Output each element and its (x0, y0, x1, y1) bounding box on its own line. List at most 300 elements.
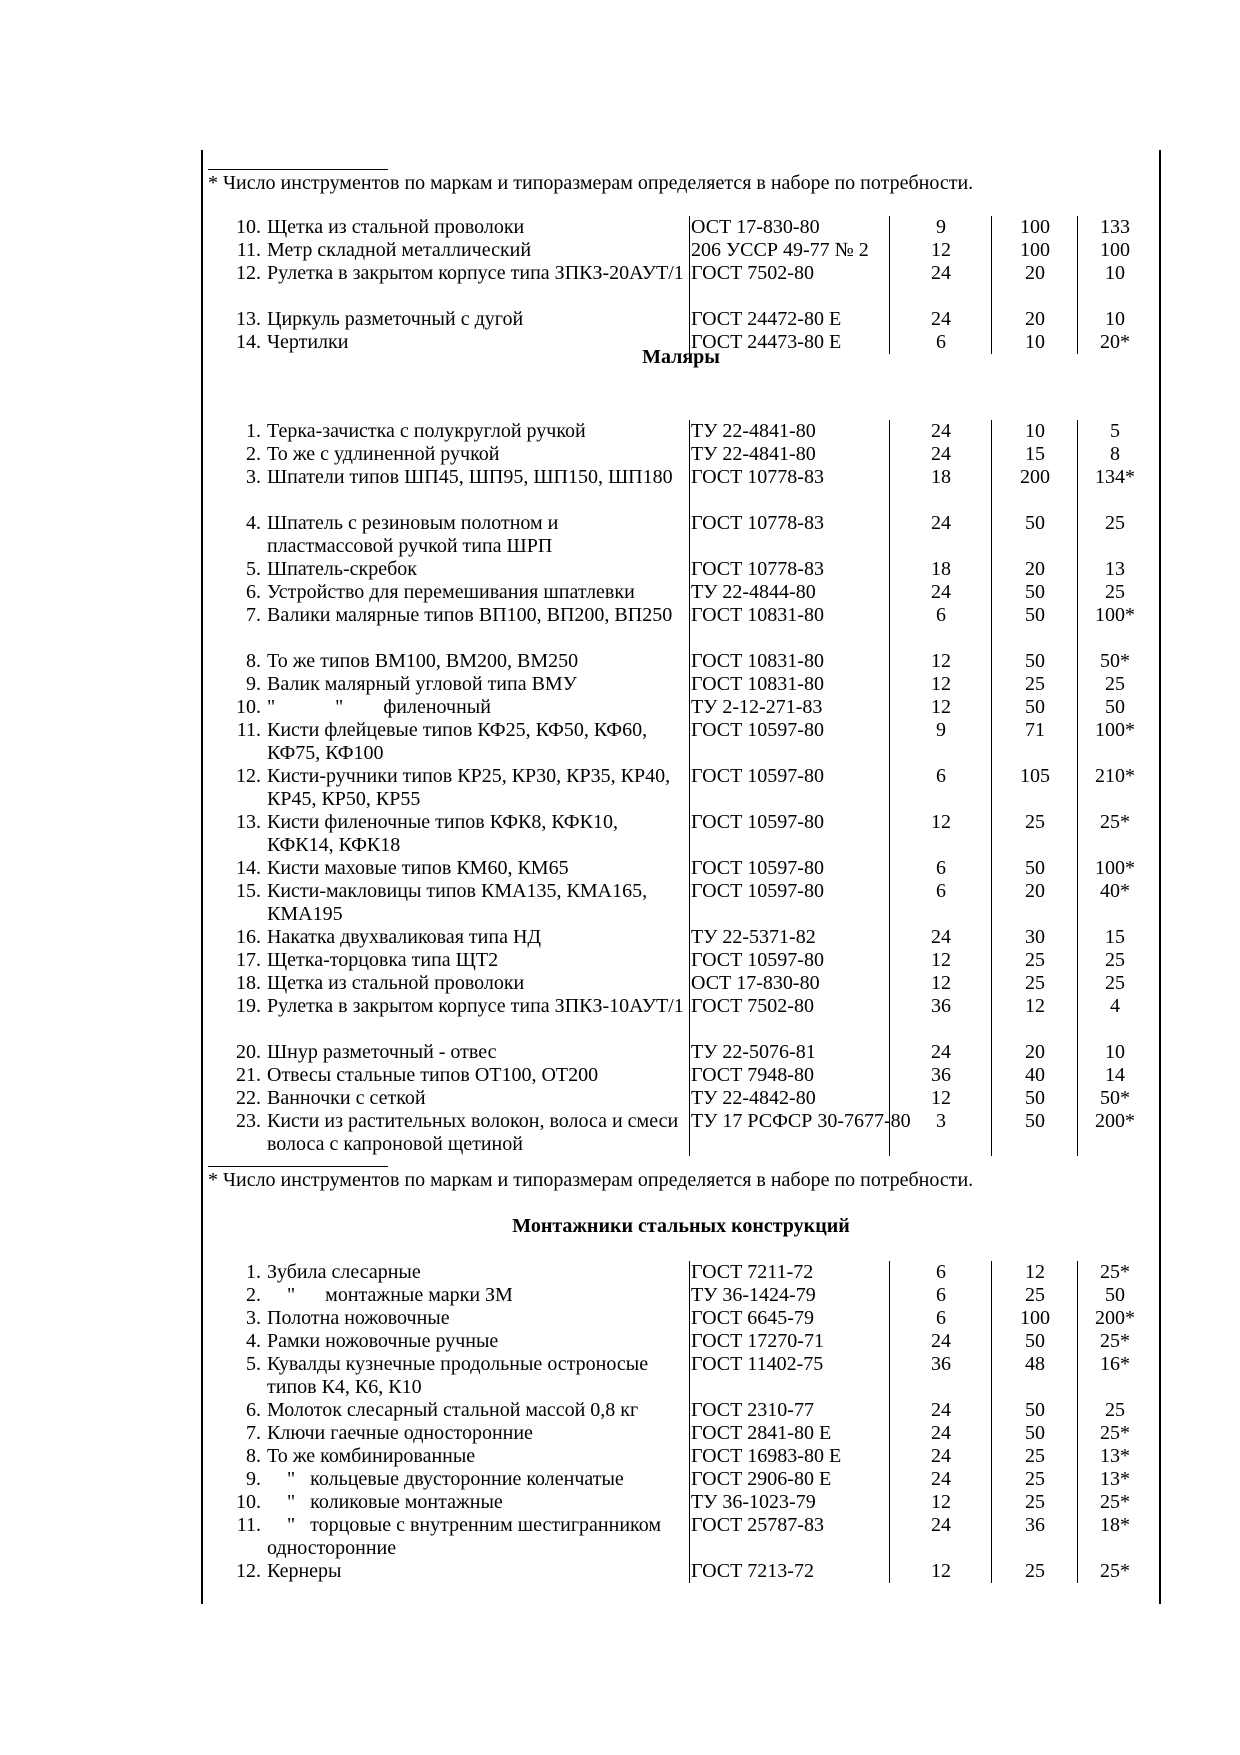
tool-name: То же типов ВМ100, ВМ200, ВМ250 (267, 650, 579, 672)
row-number: 15. (236, 880, 261, 902)
standard-code: ГОСТ 10831-80 (691, 604, 824, 626)
standard-code: ГОСТ 11402-75 (691, 1353, 824, 1375)
footnote-middle: * Число инструментов по маркам и типоразмерам определяется в наборе по потребности. (208, 1169, 974, 1191)
tool-name: Кисти флейцевые типов КФ25, КФ50, КФ60, КФ75, КФ100 (267, 719, 653, 764)
column-divider (689, 216, 690, 354)
value-3: 20* (1100, 331, 1130, 353)
row-number: 7. (246, 604, 261, 626)
value-2: 25 (1025, 949, 1045, 971)
column-divider (889, 1261, 890, 1583)
row-number: 18. (236, 972, 261, 994)
tool-name: Накатка двухваликовая типа НД (267, 926, 542, 948)
value-1: 6 (936, 1307, 946, 1329)
standard-code: ГОСТ 7211-72 (691, 1261, 814, 1283)
value-3: 25* (1100, 1261, 1130, 1283)
value-3: 5 (1110, 420, 1120, 442)
value-3: 100* (1095, 719, 1135, 741)
row-number: 3. (246, 466, 261, 488)
value-1: 3 (936, 1110, 946, 1132)
value-3: 8 (1110, 443, 1120, 465)
value-2: 25 (1025, 1445, 1045, 1467)
value-1: 24 (931, 1399, 951, 1421)
table-row (203, 719, 1159, 765)
column-divider (1077, 1261, 1078, 1583)
value-2: 20 (1025, 558, 1045, 580)
table-row (203, 880, 1159, 926)
value-1: 18 (931, 466, 951, 488)
row-number: 20. (236, 1041, 261, 1063)
section-heading-painters: Маляры (642, 346, 720, 368)
value-3: 25 (1105, 512, 1125, 534)
table-row (203, 926, 1159, 949)
standard-code: ГОСТ 10597-80 (691, 719, 824, 741)
value-3: 25 (1105, 972, 1125, 994)
table-row (203, 765, 1159, 811)
value-2: 25 (1025, 811, 1045, 833)
page-frame (201, 150, 1161, 1604)
standard-code: ГОСТ 24472-80 Е (691, 308, 842, 330)
row-number: 14. (236, 331, 261, 353)
value-2: 100 (1020, 1307, 1050, 1329)
row-number: 7. (246, 1422, 261, 1444)
value-2: 48 (1025, 1353, 1045, 1375)
table-row (203, 604, 1159, 650)
table-row (203, 1514, 1159, 1560)
value-3: 100* (1095, 604, 1135, 626)
standard-code: ГОСТ 10778-83 (691, 558, 824, 580)
section-heading-steel-installers: Монтажники стальных конструкций (512, 1215, 850, 1237)
value-2: 36 (1025, 1514, 1045, 1536)
table-row (203, 1087, 1159, 1110)
column-divider (991, 1261, 992, 1583)
standard-code: ГОСТ 10597-80 (691, 857, 824, 879)
value-1: 18 (931, 558, 951, 580)
tool-name: Отвесы стальные типов ОТ100, ОТ200 (267, 1064, 599, 1086)
value-3: 50 (1105, 1284, 1125, 1306)
standard-code: ГОСТ 2310-77 (691, 1399, 814, 1421)
value-2: 20 (1025, 308, 1045, 330)
value-2: 50 (1025, 696, 1045, 718)
column-divider (889, 216, 890, 354)
value-2: 50 (1025, 1087, 1045, 1109)
row-number: 5. (246, 1353, 261, 1375)
row-number: 13. (236, 308, 261, 330)
value-1: 24 (931, 262, 951, 284)
value-2: 20 (1025, 262, 1045, 284)
value-3: 16* (1100, 1353, 1130, 1375)
column-divider (689, 1261, 690, 1583)
value-3: 200* (1095, 1307, 1135, 1329)
standard-code: ГОСТ 7213-72 (691, 1560, 814, 1582)
value-1: 6 (936, 331, 946, 353)
value-2: 105 (1020, 765, 1050, 787)
tools-table-a (203, 216, 1159, 354)
tools-table-steel-installers (203, 1261, 1159, 1583)
tool-name: Щетка из стальной проволоки (267, 216, 525, 238)
value-1: 12 (931, 811, 951, 833)
table-row (203, 650, 1159, 673)
row-number: 10. (236, 1491, 261, 1513)
standard-code: ГОСТ 2906-80 Е (691, 1468, 832, 1490)
standard-code: ТУ 36-1424-79 (691, 1284, 816, 1306)
tool-name: " монтажные марки ЗМ (267, 1284, 513, 1306)
table-row (203, 466, 1159, 512)
row-number: 21. (236, 1064, 261, 1086)
value-3: 25* (1100, 1491, 1130, 1513)
standard-code: ТУ 22-4842-80 (691, 1087, 816, 1109)
value-2: 20 (1025, 880, 1045, 902)
standard-code: ТУ 17 РСФСР 30-7677-80 (691, 1110, 911, 1132)
tool-name: Кисти маховые типов КМ60, КМ65 (267, 857, 569, 879)
value-2: 50 (1025, 604, 1045, 626)
standard-code: ГОСТ 10597-80 (691, 765, 824, 787)
tool-name: Рамки ножовочные ручные (267, 1330, 499, 1352)
table-row (203, 308, 1159, 331)
value-3: 25 (1105, 1399, 1125, 1421)
table-row (203, 1491, 1159, 1514)
standard-code: ГОСТ 10597-80 (691, 811, 824, 833)
table-row (203, 239, 1159, 262)
tool-name: Ванночки с сеткой (267, 1087, 426, 1109)
row-number: 2. (246, 1284, 261, 1306)
standard-code: ГОСТ 7502-80 (691, 995, 814, 1017)
value-3: 210* (1095, 765, 1135, 787)
value-3: 25* (1100, 811, 1130, 833)
value-1: 12 (931, 972, 951, 994)
value-2: 50 (1025, 581, 1045, 603)
value-1: 12 (931, 1491, 951, 1513)
footnote-rule (208, 1166, 388, 1167)
value-2: 50 (1025, 650, 1045, 672)
row-number: 14. (236, 857, 261, 879)
tool-name: " кольцевые двусторонние коленчатые (267, 1468, 624, 1490)
value-1: 6 (936, 1284, 946, 1306)
value-1: 12 (931, 949, 951, 971)
table-row (203, 1307, 1159, 1330)
value-2: 40 (1025, 1064, 1045, 1086)
value-1: 24 (931, 443, 951, 465)
value-1: 24 (931, 1041, 951, 1063)
tool-name: Чертилки (267, 331, 349, 353)
column-divider (889, 420, 890, 1156)
value-1: 24 (931, 926, 951, 948)
value-2: 25 (1025, 972, 1045, 994)
row-number: 17. (236, 949, 261, 971)
tool-name: Терка-зачистка с полукруглой ручкой (267, 420, 586, 442)
value-1: 24 (931, 420, 951, 442)
value-2: 12 (1025, 995, 1045, 1017)
value-1: 24 (931, 1330, 951, 1352)
tool-name: То же с удлиненной ручкой (267, 443, 500, 465)
row-number: 13. (236, 811, 261, 833)
tool-name: Шпатель с резиновым полотном и пластмассовой ручкой типа ШРП (267, 512, 564, 557)
tool-name: " коликовые монтажные (267, 1491, 503, 1513)
tool-name: Полотна ножовочные (267, 1307, 450, 1329)
row-number: 22. (236, 1087, 261, 1109)
value-1: 12 (931, 696, 951, 718)
row-number: 6. (246, 581, 261, 603)
value-2: 50 (1025, 1330, 1045, 1352)
standard-code: ТУ 22-4844-80 (691, 581, 816, 603)
table-row (203, 673, 1159, 696)
value-1: 36 (931, 1353, 951, 1375)
column-divider (991, 216, 992, 354)
value-1: 24 (931, 1422, 951, 1444)
table-row (203, 972, 1159, 995)
tool-name: Щетка из стальной проволоки (267, 972, 525, 994)
standard-code: ГОСТ 17270-71 (691, 1330, 824, 1352)
row-number: 10. (236, 696, 261, 718)
value-1: 24 (931, 581, 951, 603)
table-row (203, 1399, 1159, 1422)
row-number: 5. (246, 558, 261, 580)
row-number: 11. (236, 1514, 261, 1536)
standard-code: ТУ 22-5076-81 (691, 1041, 816, 1063)
standard-code: ГОСТ 6645-79 (691, 1307, 814, 1329)
table-row (203, 1353, 1159, 1399)
value-3: 40* (1100, 880, 1130, 902)
value-3: 10 (1105, 262, 1125, 284)
table-row (203, 949, 1159, 972)
standard-code: ГОСТ 7502-80 (691, 262, 814, 284)
table-row (203, 1064, 1159, 1087)
table-row (203, 1041, 1159, 1064)
row-number: 9. (246, 673, 261, 695)
standard-code: ГОСТ 10597-80 (691, 880, 824, 902)
value-1: 12 (931, 1087, 951, 1109)
row-number: 4. (246, 512, 261, 534)
table-row (203, 995, 1159, 1041)
value-1: 12 (931, 239, 951, 261)
value-1: 36 (931, 1064, 951, 1086)
standard-code: ТУ 22-4841-80 (691, 443, 816, 465)
table-row (203, 443, 1159, 466)
value-2: 10 (1025, 420, 1045, 442)
value-1: 24 (931, 1445, 951, 1467)
row-number: 12. (236, 765, 261, 787)
standard-code: ОСТ 17-830-80 (691, 216, 820, 238)
value-3: 10 (1105, 308, 1125, 330)
tool-name: " " филеночный (267, 696, 491, 718)
value-1: 9 (936, 719, 946, 741)
value-1: 12 (931, 673, 951, 695)
value-3: 50* (1100, 650, 1130, 672)
table-row (203, 1284, 1159, 1307)
value-2: 25 (1025, 1468, 1045, 1490)
standard-code: 206 УССР 49-77 № 2 (691, 239, 869, 261)
value-3: 50* (1100, 1087, 1130, 1109)
value-2: 15 (1025, 443, 1045, 465)
row-number: 10. (236, 216, 261, 238)
tool-name: Шпатель-скребок (267, 558, 417, 580)
value-1: 24 (931, 1468, 951, 1490)
tool-name: Метр складной металлический (267, 239, 532, 261)
value-2: 25 (1025, 1560, 1045, 1582)
value-3: 200* (1095, 1110, 1135, 1132)
value-3: 25 (1105, 949, 1125, 971)
value-3: 13* (1100, 1468, 1130, 1490)
tool-name: Кувалды кузнечные продольные остроносые типов К4, К6, К10 (267, 1353, 654, 1398)
column-divider (1077, 216, 1078, 354)
tool-name: Рулетка в закрытом корпусе типа ЗПКЗ-10АУТ/1 (267, 995, 684, 1017)
value-1: 6 (936, 604, 946, 626)
value-1: 6 (936, 880, 946, 902)
standard-code: ГОСТ 25787-83 (691, 1514, 824, 1536)
value-1: 12 (931, 1560, 951, 1582)
row-number: 16. (236, 926, 261, 948)
standard-code: ГОСТ 10778-83 (691, 512, 824, 534)
row-number: 12. (236, 1560, 261, 1582)
row-number: 8. (246, 1445, 261, 1467)
value-2: 50 (1025, 857, 1045, 879)
table-row (203, 1330, 1159, 1353)
standard-code: ГОСТ 7948-80 (691, 1064, 814, 1086)
row-number: 1. (246, 1261, 261, 1283)
value-2: 50 (1025, 1399, 1045, 1421)
value-1: 24 (931, 1514, 951, 1536)
table-row (203, 420, 1159, 443)
table-row (203, 1468, 1159, 1491)
tool-name: Валик малярный угловой типа ВМУ (267, 673, 577, 695)
row-number: 4. (246, 1330, 261, 1352)
tool-name: Циркуль разметочный с дугой (267, 308, 524, 330)
value-3: 10 (1105, 1041, 1125, 1063)
row-number: 2. (246, 443, 261, 465)
value-2: 200 (1020, 466, 1050, 488)
table-row (203, 558, 1159, 581)
value-2: 100 (1020, 216, 1050, 238)
value-1: 24 (931, 308, 951, 330)
tools-table-painters (203, 420, 1159, 1156)
table-row (203, 1261, 1159, 1284)
tool-name: Кисти из растительных волокон, волоса и смеси волоса с капроновой щетиной (267, 1110, 684, 1155)
value-3: 13 (1105, 558, 1125, 580)
standard-code: ОСТ 17-830-80 (691, 972, 820, 994)
standard-code: ГОСТ 10597-80 (691, 949, 824, 971)
tool-name: Валики малярные типов ВП100, ВП200, ВП250 (267, 604, 673, 626)
tool-name: Устройство для перемешивания шпатлевки (267, 581, 635, 603)
row-number: 12. (236, 262, 261, 284)
tool-name: Шпатели типов ШП45, ШП95, ШП150, ШП180 (267, 466, 673, 488)
table-row (203, 811, 1159, 857)
value-2: 25 (1025, 1284, 1045, 1306)
value-1: 9 (936, 216, 946, 238)
value-2: 71 (1025, 719, 1045, 741)
standard-code: ГОСТ 10778-83 (691, 466, 824, 488)
footnote-rule (208, 169, 388, 170)
column-divider (1077, 420, 1078, 1156)
tool-name: Зубила слесарные (267, 1261, 421, 1283)
value-2: 50 (1025, 512, 1045, 534)
standard-code: ТУ 22-5371-82 (691, 926, 816, 948)
row-number: 6. (246, 1399, 261, 1421)
tool-name: Кернеры (267, 1560, 342, 1582)
value-2: 10 (1025, 331, 1045, 353)
table-row (203, 216, 1159, 239)
value-2: 50 (1025, 1110, 1045, 1132)
value-1: 24 (931, 512, 951, 534)
tool-name: Кисти филеночные типов КФК8, КФК10, КФК14, КФК18 (267, 811, 623, 856)
table-row (203, 1445, 1159, 1468)
column-divider (689, 420, 690, 1156)
column-divider (991, 420, 992, 1156)
value-3: 14 (1105, 1064, 1125, 1086)
value-3: 25 (1105, 673, 1125, 695)
value-2: 50 (1025, 1422, 1045, 1444)
tool-name: Кисти-макловицы типов КМА135, КМА165, КМА195 (267, 880, 653, 925)
table-row (203, 262, 1159, 308)
table-row (203, 581, 1159, 604)
value-3: 25* (1100, 1330, 1130, 1352)
tool-name: Рулетка в закрытом корпусе типа ЗПКЗ-20АУТ/1 (267, 262, 684, 284)
value-3: 100* (1095, 857, 1135, 879)
standard-code: ТУ 2-12-271-83 (691, 696, 823, 718)
standard-code: ГОСТ 10831-80 (691, 673, 824, 695)
value-2: 12 (1025, 1261, 1045, 1283)
value-3: 25* (1100, 1560, 1130, 1582)
value-1: 6 (936, 1261, 946, 1283)
row-number: 8. (246, 650, 261, 672)
tool-name: Молоток слесарный стальной массой 0,8 кг (267, 1399, 639, 1421)
table-row (203, 1110, 1159, 1156)
tool-name: Щетка-торцовка типа ЩТ2 (267, 949, 499, 971)
table-row (203, 1560, 1159, 1583)
table-row (203, 696, 1159, 719)
value-3: 50 (1105, 696, 1125, 718)
tool-name: " торцовые с внутренним шестигранником односторонние (267, 1514, 667, 1559)
value-2: 20 (1025, 1041, 1045, 1063)
value-2: 25 (1025, 673, 1045, 695)
value-1: 6 (936, 857, 946, 879)
standard-code: ГОСТ 24473-80 Е (691, 331, 842, 353)
value-1: 6 (936, 765, 946, 787)
row-number: 11. (236, 719, 261, 741)
standard-code: ГОСТ 16983-80 Е (691, 1445, 842, 1467)
value-3: 100 (1100, 239, 1130, 261)
table-row (203, 512, 1159, 558)
value-3: 13* (1100, 1445, 1130, 1467)
table-row (203, 857, 1159, 880)
value-3: 133 (1100, 216, 1130, 238)
value-3: 25* (1100, 1422, 1130, 1444)
value-1: 36 (931, 995, 951, 1017)
value-3: 25 (1105, 581, 1125, 603)
tool-name: Кисти-ручники типов КР25, КР30, КР35, КР40, КР45, КР50, КР55 (267, 765, 676, 810)
standard-code: ГОСТ 2841-80 Е (691, 1422, 832, 1444)
value-3: 4 (1110, 995, 1120, 1017)
value-2: 100 (1020, 239, 1050, 261)
table-row (203, 1422, 1159, 1445)
value-1: 12 (931, 650, 951, 672)
footnote-top: * Число инструментов по маркам и типоразмерам определяется в наборе по потребности. (208, 172, 974, 194)
standard-code: ТУ 22-4841-80 (691, 420, 816, 442)
tool-name: Ключи гаечные односторонние (267, 1422, 533, 1444)
value-3: 15 (1105, 926, 1125, 948)
row-number: 11. (236, 239, 261, 261)
value-3: 18* (1100, 1514, 1130, 1536)
standard-code: ТУ 36-1023-79 (691, 1491, 816, 1513)
standard-code: ГОСТ 10831-80 (691, 650, 824, 672)
row-number: 3. (246, 1307, 261, 1329)
tool-name: То же комбинированные (267, 1445, 476, 1467)
row-number: 23. (236, 1110, 261, 1132)
tool-name: Шнур разметочный - отвес (267, 1041, 497, 1063)
value-3: 134* (1095, 466, 1135, 488)
row-number: 1. (246, 420, 261, 442)
row-number: 19. (236, 995, 261, 1017)
row-number: 9. (246, 1468, 261, 1490)
value-2: 30 (1025, 926, 1045, 948)
